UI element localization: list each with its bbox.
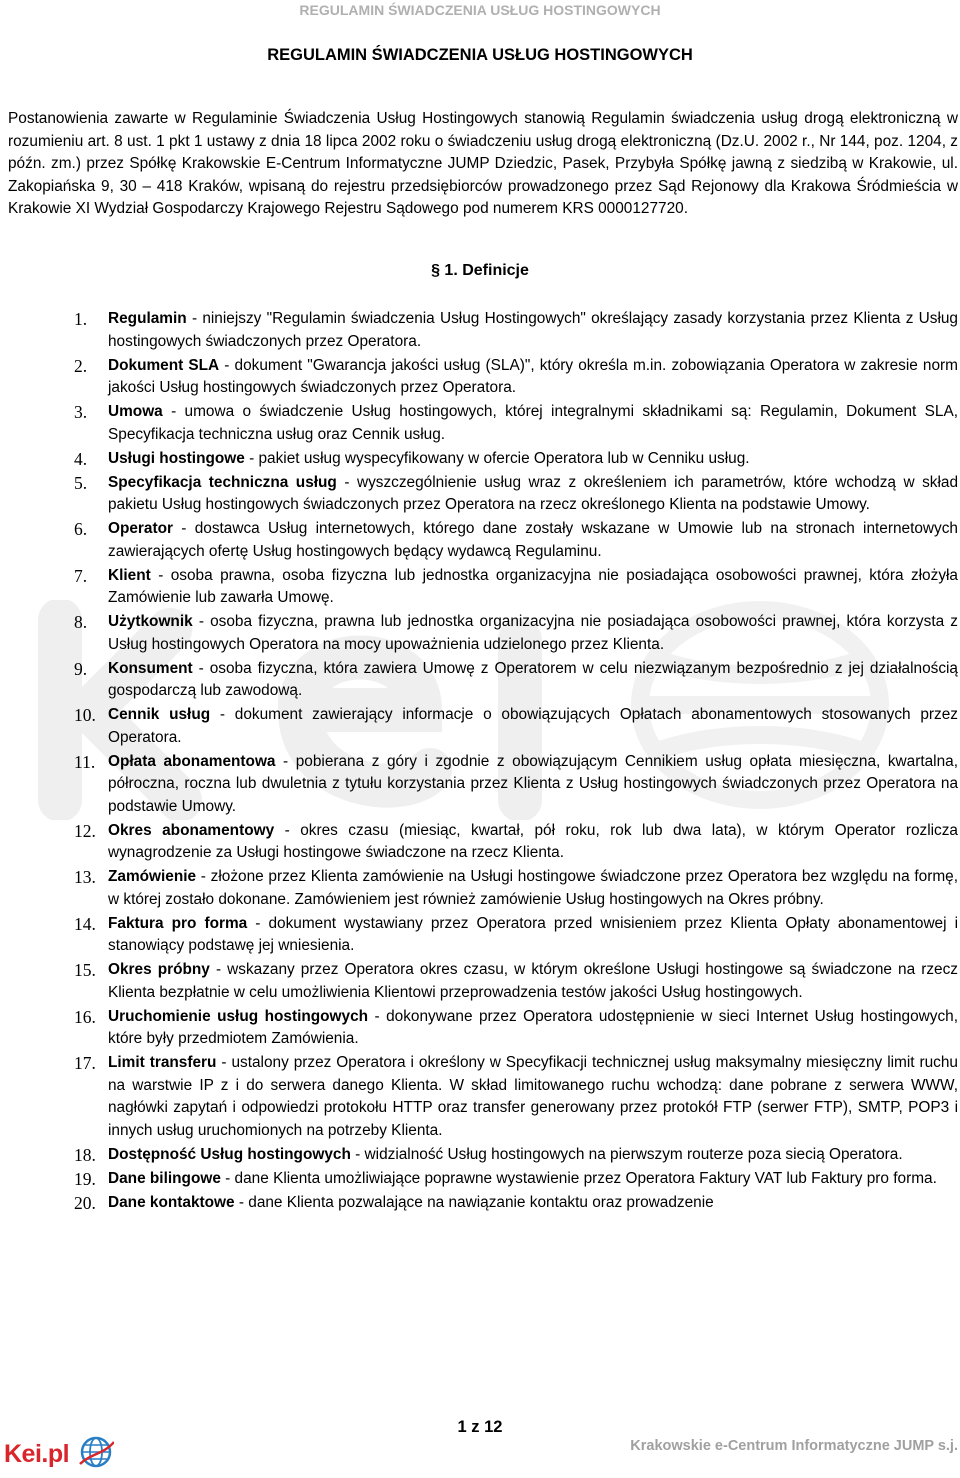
- definition-number: 2.: [74, 355, 88, 376]
- definition-number: 14.: [74, 913, 96, 934]
- definition-term: Dostępność Usług hostingowych: [108, 1145, 351, 1163]
- definition-item: [0, 1006, 958, 1051]
- document-title: REGULAMIN ŚWIADCZENIA USŁUG HOSTINGOWYCH: [267, 46, 693, 64]
- definition-number: 16.: [74, 1006, 96, 1027]
- definition-text: - pakiet usług wyspecyfikowany w ofercie Operatora lub w Cenniku usług.: [244, 449, 750, 467]
- definition-term: Użytkownik: [108, 613, 193, 630]
- running-header: REGULAMIN ŚWIADCZENIA USŁUG HOSTINGOWYCH: [299, 2, 661, 18]
- definition-number: 6.: [74, 519, 88, 539]
- definition-item: [0, 308, 958, 353]
- definition-number: 20.: [74, 1192, 96, 1213]
- footer-company: Krakowskie e-Centrum Informatyczne JUMP s.j.: [630, 1438, 958, 1454]
- definition-number: 10.: [74, 705, 96, 725]
- definition-term: Dokument SLA: [108, 356, 220, 374]
- definition-item: [0, 913, 958, 958]
- definition-text: - dokument wystawiany przez Operatora przed wnisieniem przez Klienta Opłaty abonamentowej i stanowiący podstawę jej wniesienia.: [108, 914, 958, 954]
- definition-term: Limit transferu: [108, 1054, 217, 1071]
- definition-term: Zamówienie: [108, 868, 197, 885]
- definition-item: [0, 959, 958, 1004]
- definition-item: [0, 820, 958, 865]
- definition-text: - dane Klienta umożliwiające poprawne wystawienie przez Operatora Faktury VAT lub Faktury pro forma.: [220, 1169, 937, 1187]
- definition-text: - osoba fizyczna, która zawiera Umowę z Operatorem w celu niezwiązanym bezpośrednio z jej działalnością gospodarczą lub zawodową.: [108, 659, 958, 699]
- definition-term: Operator: [108, 520, 173, 537]
- definition-term: Specyfikacja techniczna usług: [108, 473, 337, 491]
- definition-item: [0, 658, 958, 703]
- definition-text: - osoba fizyczna, prawna lub jednostka organizacyjna nie posiadająca osobowości prawnej, która korzysta z Usług hostingowych Operatora na mocy upoważnienia udzielonego przez Klienta.: [108, 613, 958, 653]
- definition-number: 9.: [74, 658, 88, 679]
- definition-term: Faktura pro forma: [108, 914, 248, 932]
- definition-text: - umowa o świadczenie Usług hostingowych, której integralnymi składnikami są: Regulamin, Dokument SLA, Specyfikacja techniczna usług oraz Cennik usług.: [108, 403, 958, 443]
- definition-term: Klient: [108, 566, 151, 584]
- definition-number: 17.: [74, 1053, 96, 1073]
- definition-text: - dokument zawierający informacje o obowiązujących Opłatach abonamentowych stosowanych przez Operatora.: [108, 706, 958, 746]
- definition-number: 19.: [74, 1168, 96, 1189]
- definition-text: - dane Klienta pozwalające na nawiązanie kontaktu oraz prowadzenie: [234, 1193, 714, 1211]
- definition-text: - ustalony przez Operatora i określony w Specyfikacji technicznej usług maksymalny miesięczny limit ruchu na warstwie IP z i do serwera danego Klienta. W skład limitowanego ruchu wchodzą: dane pobrane z serwera WWW, nagłówki zapytań i odpowiedzi protokołu HTTP oraz transfer generowany przez protokół FTP (serwer FTP), SMTP, POP3 i innych usług uruchomionych na potrzeby Klienta.: [108, 1054, 958, 1139]
- intro-paragraph: Postanowienia zawarte w Regulaminie Świadczenia Usług Hostingowych stanowią Regulamin świadczenia usług drogą elektroniczną w rozumieniu art. 8 ust. 1 pkt 1 ustawy z dnia 18 lipca 2002 roku o świadczeniu usług drogą elektroniczną (Dz.U. 2002 r., Nr 144, poz. 1204, z późn. zm.) przez Spółkę Krakowskie E-Centrum Informatyczne JUMP Dziedzic, Pasek, Przybyła Spółkę jawną z siedzibą w Krakowie, ul. Zakopiańska 9, 30 – 418 Kraków, wpisaną do rejestru przedsiębiorców prowadzonego przez Sąd Rejonowy dla Krakowa Śródmieścia w Krakowie XI Wydział Gospodarczy Krajowego Rejestru Sądowego pod numerem KRS 0000127720.: [8, 110, 958, 218]
- section-title: § 1. Definicje: [431, 262, 529, 279]
- definition-item: [0, 751, 958, 819]
- definition-number: 4.: [74, 448, 88, 469]
- definition-item: [0, 866, 958, 911]
- globe-icon: [78, 1434, 114, 1470]
- definition-item: [0, 611, 958, 656]
- definition-text: - dokonywane przez Operatora udostępnienie w sieci Internet Usług hostingowych, które były przedmiotem Zamówienia.: [108, 1007, 958, 1047]
- definition-text: - osoba prawna, osoba fizyczna lub jednostka organizacyjna nie posiadająca osobowości prawnej, która złożyła Zamówienie lub zawarła Umowę.: [108, 566, 958, 606]
- definition-number: 18.: [74, 1144, 96, 1165]
- definition-item: [0, 355, 958, 400]
- definition-term: Okres próbny: [108, 961, 210, 978]
- definition-text: - pobierana z góry i zgodnie z obowiązującym Cennikiem usług opłata miesięczna, kwartalna, półroczna, roczna lub dwuletnia z tytułu korzystania przez Klienta z Usług hostingowych świadczonych przez Operatora na podstawie Umowy.: [108, 752, 958, 815]
- kei-logo-text: Kei.pl: [4, 1440, 70, 1468]
- definition-number: 5.: [74, 472, 88, 493]
- definition-item: [0, 704, 958, 749]
- definition-term: Umowa: [108, 403, 163, 420]
- definition-item: [0, 448, 958, 471]
- definition-term: Usługi hostingowe: [108, 449, 245, 467]
- kei-logo: [4, 1432, 114, 1472]
- definition-term: Opłata abonamentowa: [108, 752, 276, 770]
- definition-term: Cennik usług: [108, 706, 211, 723]
- definition-item: [0, 1192, 958, 1215]
- definition-text: - złożone przez Klienta zamówienie na Usługi hostingowe świadczone przez Operatora bez względu na formę, w której zostało dokonane. Zamówieniem jest również zamówienie Usług hostingowych na Okres próbny.: [108, 868, 958, 908]
- definition-term: Okres abonamentowy: [108, 821, 275, 839]
- definition-term: Regulamin: [108, 310, 187, 327]
- definition-number: 1.: [74, 309, 88, 329]
- definition-text: - niniejszy "Regulamin świadczenia Usług Hostingowych" określający zasady korzystania przez Klienta z Usług hostingowych świadczonych przez Operatora.: [108, 310, 958, 350]
- definition-text: - widzialność Usług hostingowych na pierwszym routerze poza siecią Operatora.: [350, 1145, 903, 1163]
- definition-text: - wskazany przez Operatora okres czasu, w którym określone Usługi hostingowe są świadczone na rzecz Klienta bezpłatnie w celu umożliwienia Klientowi przeprowadzenia testów jakości Usług hostingowych.: [108, 961, 958, 1001]
- definition-item: [0, 1052, 958, 1142]
- definition-item: [0, 1168, 958, 1191]
- definition-item: [0, 565, 958, 610]
- definition-number: 15.: [74, 960, 96, 980]
- definition-term: Konsument: [108, 659, 193, 677]
- definition-number: 8.: [74, 612, 88, 632]
- definition-item: [0, 1144, 958, 1167]
- definition-number: 13.: [74, 867, 96, 887]
- definition-item: [0, 401, 958, 446]
- definition-text: - dostawca Usług internetowych, którego dane zostały wskazane w Umowie lub na stronach internetowych zawierających ofertę Usług hostingowych będący wydawcą Regulaminu.: [108, 520, 958, 560]
- page-number: 1 z 12: [457, 1418, 503, 1436]
- definition-number: 3.: [74, 402, 88, 422]
- definition-term: Uruchomienie usług hostingowych: [108, 1007, 369, 1025]
- definition-item: [0, 518, 958, 563]
- definition-item: [0, 472, 958, 517]
- definition-number: 11.: [74, 751, 96, 772]
- definitions-list: [0, 308, 958, 1216]
- definition-term: Dane bilingowe: [108, 1169, 221, 1187]
- definition-number: 12.: [74, 820, 96, 841]
- definition-term: Dane kontaktowe: [108, 1193, 235, 1211]
- definition-text: - okres czasu (miesiąc, kwartał, pół roku, rok lub dwa lata), w którym Operator rozlicza wynagrodzenie za Usługi hostingowe świadczone na rzecz Klienta.: [108, 821, 958, 861]
- definition-number: 7.: [74, 565, 88, 586]
- definition-text: - dokument "Gwarancja jakości usług (SLA)", który określa m.in. zobowiązania Operatora w zakresie norm jakości Usług hostingowych świadczonych przez Operatora.: [108, 356, 959, 396]
- definition-text: - wyszczególnienie usług wraz z określeniem ich parametrów, które wchodzą w skład pakietu Usług hostingowych świadczonych przez Operatora na rzecz określonego Klienta na podstawie Umowy.: [108, 473, 959, 513]
